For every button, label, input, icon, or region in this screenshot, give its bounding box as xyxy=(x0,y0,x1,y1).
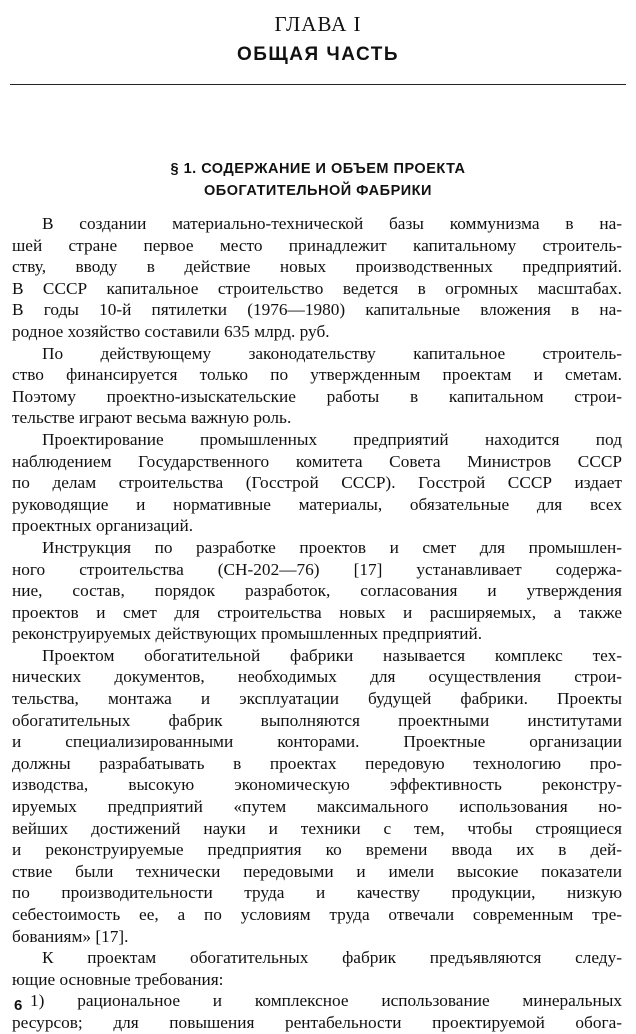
chapter-divider xyxy=(10,84,626,85)
text-line: По действующему законодательству капитальное строитель- xyxy=(42,343,622,363)
text-line: В создании материально-технической базы коммунизма в на- xyxy=(42,214,622,233)
text-line: В годы 10-й пятилетки (1976—1980) капитальные вложения в на- xyxy=(12,300,622,320)
text-line: по делам строительства (Госстрой СССР). Госстрой СССР издает xyxy=(12,473,622,493)
chapter-label: ГЛАВА I xyxy=(274,12,362,36)
text-line: руководящие и нормативные материалы, обязательные для всех xyxy=(12,494,622,514)
section-heading-line: § 1. СОДЕРЖАНИЕ И ОБЪЕМ ПРОЕКТА xyxy=(170,161,466,177)
text-line: вейших достижений науки и техники с тем, чтобы строящиеся xyxy=(12,818,622,838)
text-line: и специализированными конторами. Проектные организации xyxy=(12,732,622,752)
text-line: К проектам обогатительных фабрик предъявляются следу- xyxy=(42,948,622,968)
text-line: бованиям» [17]. xyxy=(12,926,129,946)
text-line: 1) рациональное и комплексное использование минеральных xyxy=(30,991,622,1011)
text-line: ствие были технически передовыми и имели высокие показатели xyxy=(12,861,622,881)
text-line: тельстве играют весьма важную роль. xyxy=(12,408,292,428)
text-line: ного строительства (СН-202—76) [17] устанавливает содержа- xyxy=(12,559,622,579)
text-line: реконструируемых действующих промышленных предприятий. xyxy=(12,624,483,644)
section-heading xyxy=(0,158,636,202)
text-line: ство финансируется только по утвержденным проектам и сметам. xyxy=(12,365,622,385)
text-line: проектов и смет для строительства новых и расширяемых, а также xyxy=(12,602,622,622)
text-line: себестоимость ее, а по условиям труда отвечали современным тре- xyxy=(12,905,622,924)
text-line: Проектом обогатительной фабрики называется комплекс тех- xyxy=(42,645,622,665)
text-line: ние, состав, порядок разработок, согласования и утверждения xyxy=(12,581,622,601)
text-line: ющие основные требования: xyxy=(12,969,224,989)
body-text xyxy=(12,213,622,1034)
text-line: изводства, высокую экономическую эффективность реконстру- xyxy=(12,775,622,795)
text-line: шей стране первое место принадлежит капитальному строитель- xyxy=(12,235,622,255)
text-line: Проектирование промышленных предприятий находится под xyxy=(42,429,622,449)
text-line: Инструкция по разработке проектов и смет для промышлен- xyxy=(42,537,622,557)
text-line: нических документов, необходимых для осуществления строи- xyxy=(12,667,622,687)
chapter-title: ОБЩАЯ ЧАСТЬ xyxy=(236,44,400,65)
text-line: и реконструируемые предприятия ко времени ввода их в дей- xyxy=(12,840,622,860)
page-number: 6 xyxy=(14,997,23,1014)
text-line: по производительности труда и качеству продукции, низкую xyxy=(12,883,622,903)
text-line: В СССР капитальное строительство ведется в огромных масштабах. xyxy=(12,278,622,298)
text-line: тельства, монтажа и эксплуатации будущей фабрики. Проекты xyxy=(12,689,622,709)
text-line: ируемых предприятий «путем максимального использования но- xyxy=(12,797,622,817)
text-line: Поэтому проектно-изыскательские работы в капитальном строи- xyxy=(12,386,622,406)
text-line: родное хозяйство составили 635 млрд. руб. xyxy=(12,321,330,341)
section-heading-line: ОБОГАТИТЕЛЬНОЙ ФАБРИКИ xyxy=(204,183,432,199)
text-line: проектных организаций. xyxy=(12,516,194,536)
text-line: должны разрабатывать в проектах передовую технологию про- xyxy=(12,753,622,773)
text-line: обогатительных фабрик выполняются проектными институтами xyxy=(12,710,622,730)
text-line: наблюдением Государственного комитета Совета Министров СССР xyxy=(12,451,622,471)
text-line: ресурсов; для повышения рентабельности проектируемой обога- xyxy=(12,1012,622,1032)
text-line: ству, вводу в действие новых производственных предприятий. xyxy=(12,257,622,277)
